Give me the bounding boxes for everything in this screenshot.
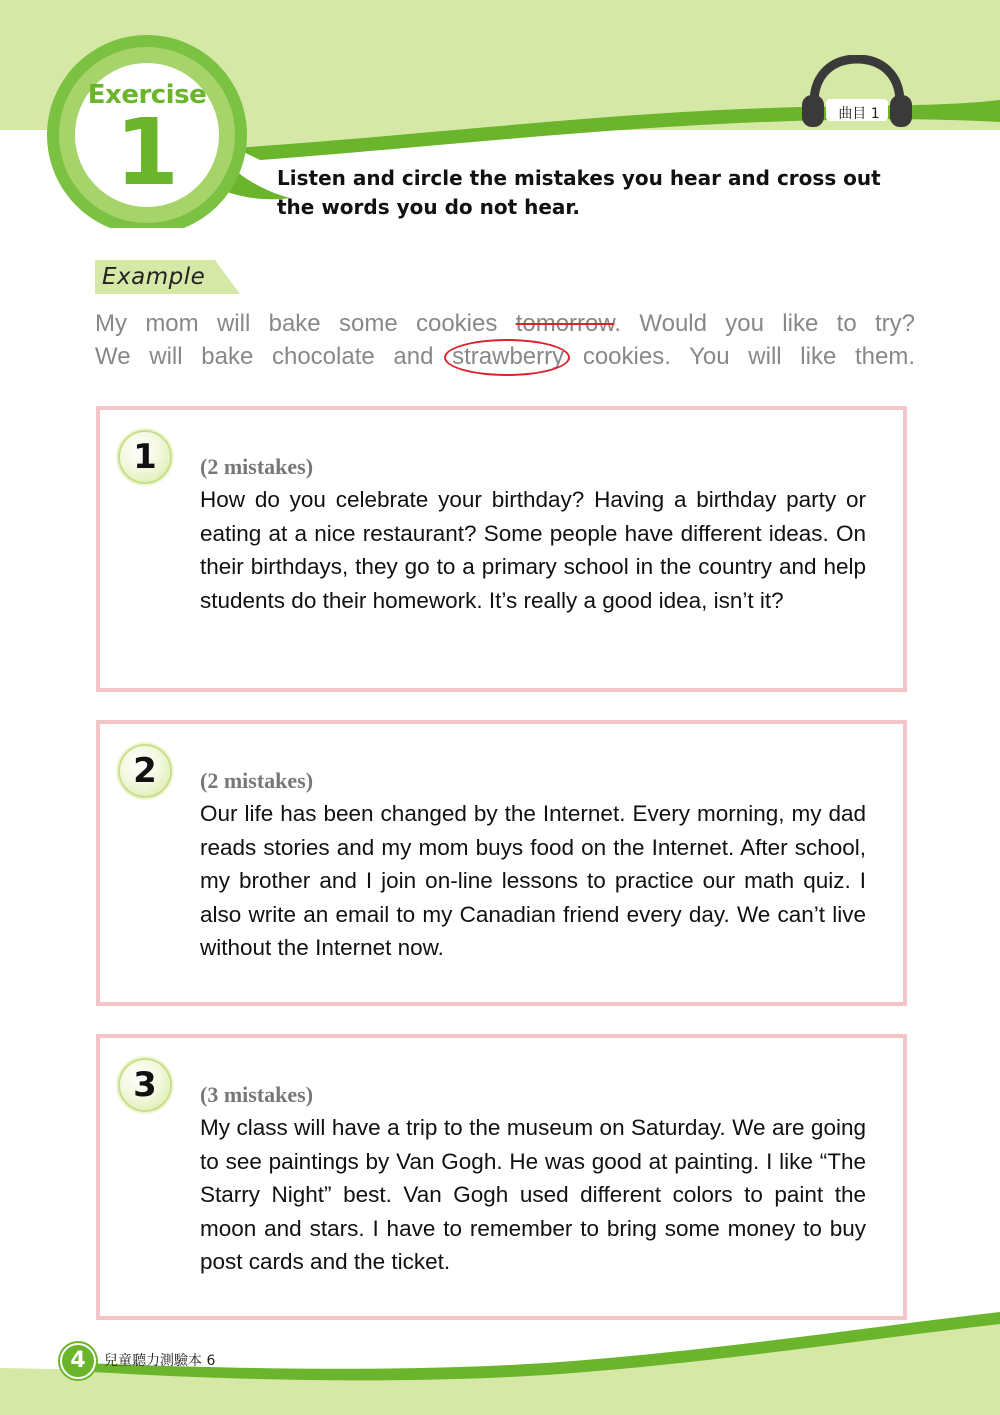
exercise-badge — [72, 58, 222, 208]
example-line1-start: My mom will bake some cookies — [95, 310, 516, 337]
mistakes-count: (2 mistakes) — [200, 454, 314, 479]
example-label: Example — [102, 264, 206, 290]
passage-text: How do you celebrate your birthday? Having a birthday party or eating at a nice restaurant? Some people have different ideas. On their birthdays, they go to a primary school in the country and help students do their homework. It’s really a good idea, isn’t it? — [200, 487, 866, 613]
passage-text: Our life has been changed by the Internet. Every morning, my dad reads stories and my mom buys food on the Internet. After school, my brother and I join on-line lessons to practice our math quiz. I also write an email to my Canadian friend every day. We can’t live without the Internet now. — [200, 801, 866, 960]
example-text — [95, 307, 915, 373]
mistakes-count: (2 mistakes) — [200, 768, 314, 793]
exercise-box-1 — [96, 406, 907, 692]
mistakes-count: (3 mistakes) — [200, 1082, 314, 1107]
exercise-box-3 — [96, 1034, 907, 1320]
exercise-number: 1 — [114, 99, 179, 206]
page-number: 4 — [60, 1343, 96, 1379]
passage-text: My class will have a trip to the museum on Saturday. We are going to see paintings by Van Gogh. He was good at painting. I like “The Starry Night” best. Van Gogh used different colors to paint the moon and stars. I have to remember to bring some money to buy post cards and the ticket. — [200, 1115, 866, 1274]
book-title: 兒童聽力測驗本 6 — [104, 1353, 216, 1369]
example-line2-end: cookies. You will like them. — [564, 343, 916, 370]
crossed-out-word: tomorrow — [515, 310, 615, 337]
circled-word: strawberry — [452, 343, 565, 370]
exercise-number-badge: 1 — [118, 430, 172, 484]
example-line-1 — [95, 307, 915, 340]
instruction-text: Listen and circle the mistakes you hear and cross out the words you do not hear. — [277, 166, 881, 219]
exercise-number-badge: 2 — [118, 744, 172, 798]
exercise-label: Exercise — [87, 80, 207, 110]
example-line1-end: . Would you like to try? — [614, 310, 915, 337]
exercise-number-badge: 3 — [118, 1058, 172, 1112]
exercise-box-2 — [96, 720, 907, 1006]
track-label: 曲目 1 — [838, 106, 880, 122]
example-line-2 — [95, 340, 915, 373]
example-line2-start: We will bake chocolate and — [95, 343, 453, 370]
